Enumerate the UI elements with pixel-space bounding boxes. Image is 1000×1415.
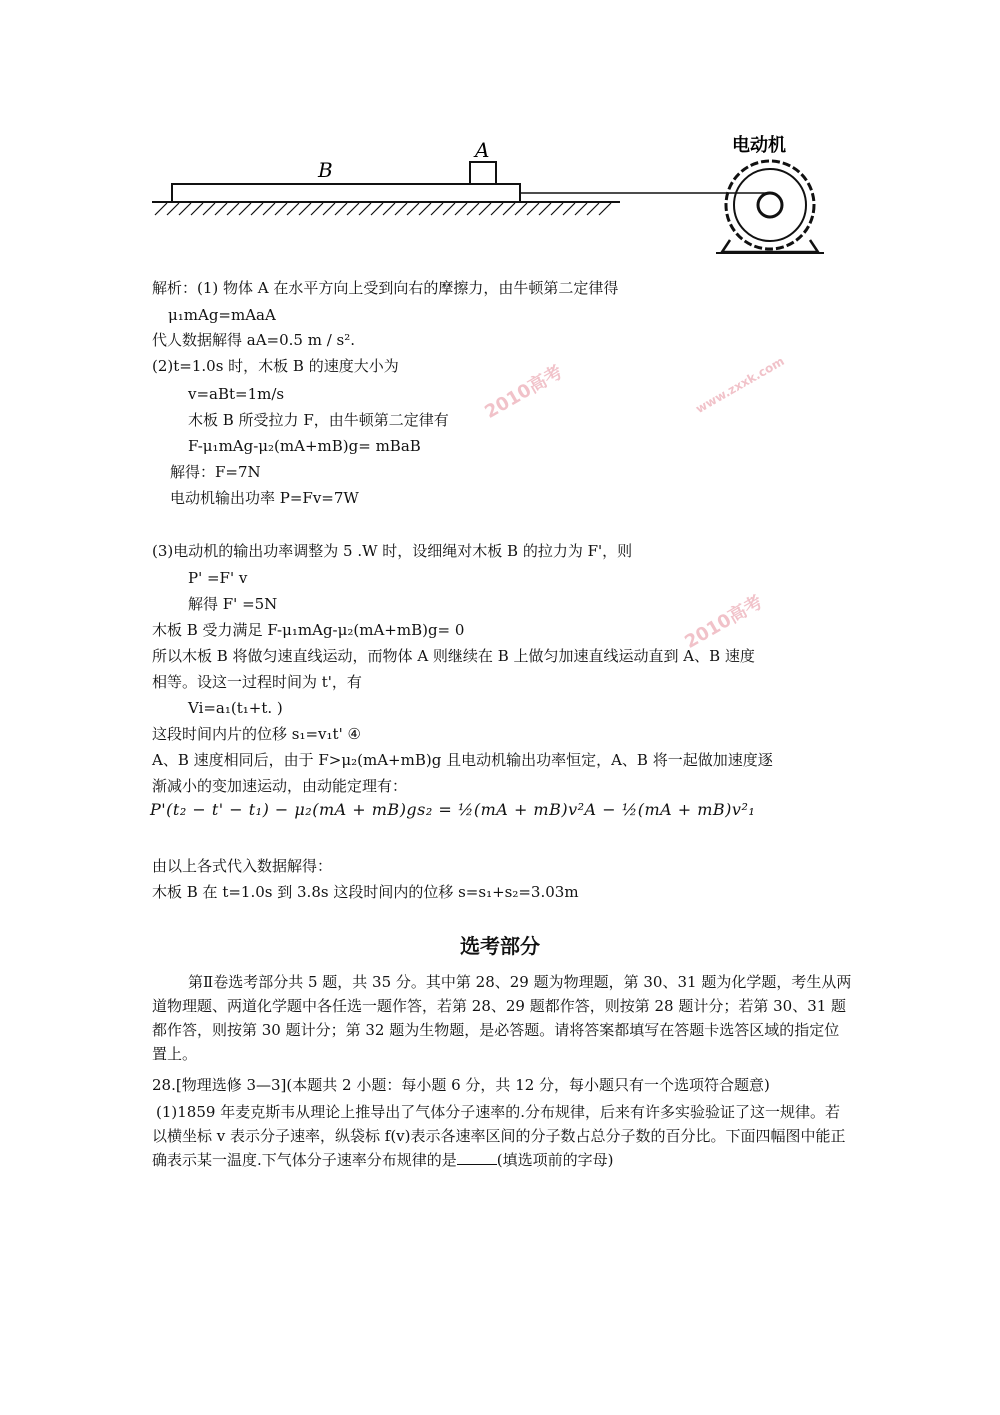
motor [716,161,824,253]
solution-line-14: 所以木板 B 将做匀速直线运动，而物体 A 则继续在 B 上做匀加速直线运动直到 A、B 速度 [152,647,755,665]
solution-line-6: 木板 B 所受拉力 F，由牛顿第二定律有 [188,411,449,429]
motor-label: 电动机 [732,135,786,156]
solution-line-5: v=aBt=1m/s [188,385,285,403]
answer-blank [457,1164,497,1165]
solution-line-15: 相等。设这一过程时间为 t'，有 [152,673,362,691]
board-b [172,184,520,202]
q28-part1-tail: (填选项前的字母) [496,1151,614,1169]
label-b: B [318,158,333,182]
section-intro: 第Ⅱ卷选考部分共 5 题，共 35 分。其中第 28、29 题为物理题，第 30、31 题为化学题，考生从两道物理题、两道化学题中各任选一题作答，若第 28、29 题都作答，则按第 28 题计分；若第 30、31 题都作答，则按第 30 题计分；第 32 题为生物题，是必答题。请将答案都填写在答题卡选答区域的指定位置上。 [152,973,852,1063]
solution-line-2: μ₁mAg=mAaA [168,306,276,324]
energy-formula: P'(t₂ − t' − t₁) − μ₂(mA + mB)gs₂ = ½(mA + mB)v²A − ½(mA + mB)v²₁ [150,800,756,819]
ground-hatching [155,203,611,215]
solution-line-18: A、B 速度相同后，由于 F>μ₂(mA+mB)g 且电动机输出功率恒定，A、B 将一起做加速度逐 [152,751,773,769]
solution-line-16: Vi=a₁(t₁+t. ) [188,699,283,717]
watermark: 2010高考 [481,361,567,423]
solution-line-19: 渐减小的变加速运动，由动能定理有： [152,777,408,795]
section-title: 选考部分 [460,934,540,958]
watermark: 2010高考 [681,591,767,653]
solution-line-1: 解析：(1) 物体 A 在水平方向上受到向右的摩擦力，由牛顿第二定律得 [152,279,619,297]
solution-line-12: 解得 F' =5N [188,595,278,613]
watermark: www.zxxk.com [693,353,787,417]
q28-header: 28.[物理选修 3—3](本题共 2 小题：每小题 6 分，共 12 分，每小题只有一个选项符合题意) [152,1076,770,1094]
solution-line-13: 木板 B 受力满足 F-μ₁mAg-μ₂(mA+mB)g= 0 [152,621,465,639]
q28-part1-text: (1)1859 年麦克斯韦从理论上推导出了气体分子速率的.分布规律，后来有许多实验验证了这一规律。若以横坐标 v 表示分子速率，纵袋标 f(v)表示各速率区间的分子数占总分子数的百分比。下面四幅图中能正确表示某一温度.下气体分子速率分布规律的是 [152,1103,846,1169]
solution-line-8: 解得：F=7N [170,463,261,481]
solution-line-9: 电动机输出功率 P=Fv=7W [170,489,359,507]
solution-line-3: 代人数据解得 aA=0.5 m / s². [152,331,356,349]
block-a [470,162,496,184]
solution-line-10: (3)电动机的输出功率调整为 5 .W 时，设细绳对木板 B 的拉力为 F'，则 [152,542,633,560]
q28-part1 [152,1100,852,1172]
solution-line-7: F-μ₁mAg-μ₂(mA+mB)g= mBaB [188,437,421,455]
solution-line-20: 由以上各式代入数据解得： [152,857,333,875]
solution-line-17: 这段时间内片的位移 s₁=v₁t' ④ [152,725,361,743]
solution-line-4: (2)t=1.0s 时，木板 B 的速度大小为 [152,357,399,375]
solution-line-21: 木板 B 在 t=1.0s 到 3.8s 这段时间内的位移 s=s₁+s₂=3.03m [152,883,579,901]
board-motor-diagram [140,125,840,265]
label-a: A [475,138,490,162]
solution-line-11: P' =F' v [188,569,248,587]
